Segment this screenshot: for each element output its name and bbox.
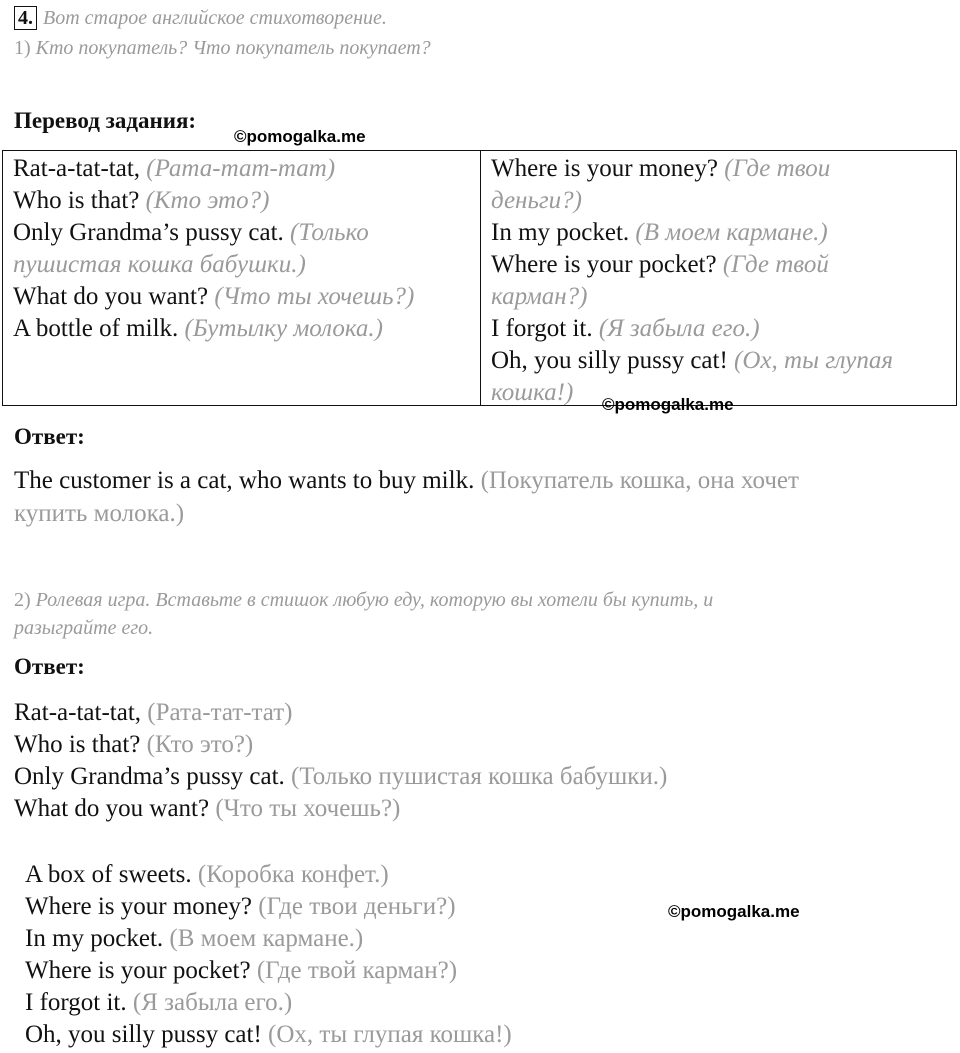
line-english: In my pocket.: [491, 219, 630, 246]
line-translation: (В моем кармане.): [169, 925, 364, 952]
question-1: [14, 34, 431, 62]
line-translation: карман?): [491, 283, 588, 310]
line-english: I forgot it.: [491, 315, 593, 342]
line-english: Who is that?: [14, 731, 141, 758]
poem-translation-table: [2, 150, 957, 406]
line-translation: (Где твои деньги?): [258, 893, 456, 920]
line-english: A box of sweets.: [25, 861, 192, 888]
table-line: [491, 153, 951, 185]
line-translation: кошка!): [491, 379, 574, 406]
question-1-text: Кто покупатель? Что покупатель покупает?: [35, 37, 431, 59]
answer-1-translation: (Покупатель кошка, она хочет: [480, 467, 799, 494]
poem-line: [25, 955, 512, 987]
table-right-cell: [491, 153, 951, 409]
line-english: Rat-a-tat-tat,: [14, 699, 142, 726]
line-translation: (Только: [290, 219, 369, 246]
table-line: [491, 185, 951, 217]
line-translation: (Ох, ты глупая кошка!): [268, 1021, 512, 1048]
line-translation: пушистая кошка бабушки.): [13, 251, 306, 278]
line-translation: (Где твой: [722, 251, 829, 278]
line-translation: (Я забыла его.): [598, 315, 760, 342]
line-english: Rat-a-tat-tat,: [13, 155, 141, 182]
line-translation: (Бутылку молока.): [184, 315, 384, 342]
line-english: Where is your money?: [491, 155, 719, 182]
line-translation: (Я забыла его.): [132, 989, 293, 1016]
poem-line: [14, 729, 667, 761]
table-left-cell: [13, 153, 473, 345]
line-english: Who is that?: [13, 187, 140, 214]
line-translation: (Ох, ты глупая: [734, 347, 893, 374]
line-translation: (Кто это?): [146, 731, 254, 758]
poem-line: [25, 859, 512, 891]
line-translation: (Где твои: [724, 155, 831, 182]
line-english: What do you want?: [13, 283, 209, 310]
poem-line: [14, 793, 667, 825]
task-number: 4.: [14, 6, 37, 30]
line-translation: (Только пушистая кошка бабушки.): [291, 763, 668, 790]
line-translation: (Что ты хочешь?): [215, 795, 401, 822]
poem-line: [14, 697, 667, 729]
line-english: Where is your money?: [25, 893, 253, 920]
line-english: Only Grandma’s pussy cat.: [13, 219, 284, 246]
table-line: [13, 249, 473, 281]
watermark: ©pomogalka.me: [668, 902, 800, 921]
answer-1-translation-cont: купить молока.): [14, 500, 185, 527]
question-2-text: Ролевая игра. Вставьте в стишок любую еду, которую вы хотели бы купить, и: [35, 589, 714, 611]
line-translation: (Кто это?): [145, 187, 270, 214]
poem-line: [25, 987, 512, 1019]
table-line: [13, 313, 473, 345]
question-2-line-2: разыграйте его.: [14, 617, 154, 639]
line-translation: (Рата-тат-тат): [147, 699, 293, 726]
answer-2-stanza-2: [25, 859, 512, 1051]
answer-1-heading: Ответ:: [14, 424, 85, 449]
table-divider: [480, 151, 481, 405]
table-line: [13, 281, 473, 313]
translation-heading: Перевод задания:: [14, 108, 197, 133]
answer-2-stanza-1: [14, 697, 667, 825]
poem-line: [25, 891, 512, 923]
line-english: Where is your pocket?: [25, 957, 251, 984]
task-intro: Вот старое английское стихотворение.: [43, 7, 387, 29]
answer-2-heading: Ответ:: [14, 654, 85, 679]
question-2-number: 2): [14, 589, 31, 611]
line-translation: (Где твой карман?): [256, 957, 458, 984]
line-english: Only Grandma’s pussy cat.: [14, 763, 285, 790]
line-translation: (Коробка конфет.): [197, 861, 389, 888]
table-line: [13, 217, 473, 249]
poem-line: [14, 761, 667, 793]
answer-1-line-1: [14, 465, 799, 497]
table-line: [13, 153, 473, 185]
watermark: ©pomogalka.me: [602, 395, 734, 414]
line-english: Oh, you silly pussy cat!: [491, 347, 728, 374]
poem-line: [25, 1019, 512, 1051]
line-english: A bottle of milk.: [13, 315, 179, 342]
answer-1-english: The customer is a cat, who wants to buy milk.: [14, 467, 475, 494]
line-english: Where is your pocket?: [491, 251, 717, 278]
line-english: In my pocket.: [25, 925, 164, 952]
line-translation: деньги?): [491, 187, 582, 214]
poem-line: [25, 923, 512, 955]
line-translation: (В моем кармане.): [635, 219, 828, 246]
question-1-number: 1): [14, 37, 31, 59]
question-2-line-1: [14, 586, 713, 614]
table-line: [491, 249, 951, 281]
line-translation: (Что ты хочешь?): [214, 283, 415, 310]
line-translation: (Рата-тат-тат): [146, 155, 336, 182]
table-line: [491, 313, 951, 345]
line-english: I forgot it.: [25, 989, 127, 1016]
line-english: Oh, you silly pussy cat!: [25, 1021, 262, 1048]
watermark: ©pomogalka.me: [234, 127, 366, 146]
table-line: [13, 185, 473, 217]
table-line: [491, 281, 951, 313]
task-header: [14, 4, 387, 32]
line-english: What do you want?: [14, 795, 210, 822]
table-line: [491, 345, 951, 377]
table-line: [491, 217, 951, 249]
